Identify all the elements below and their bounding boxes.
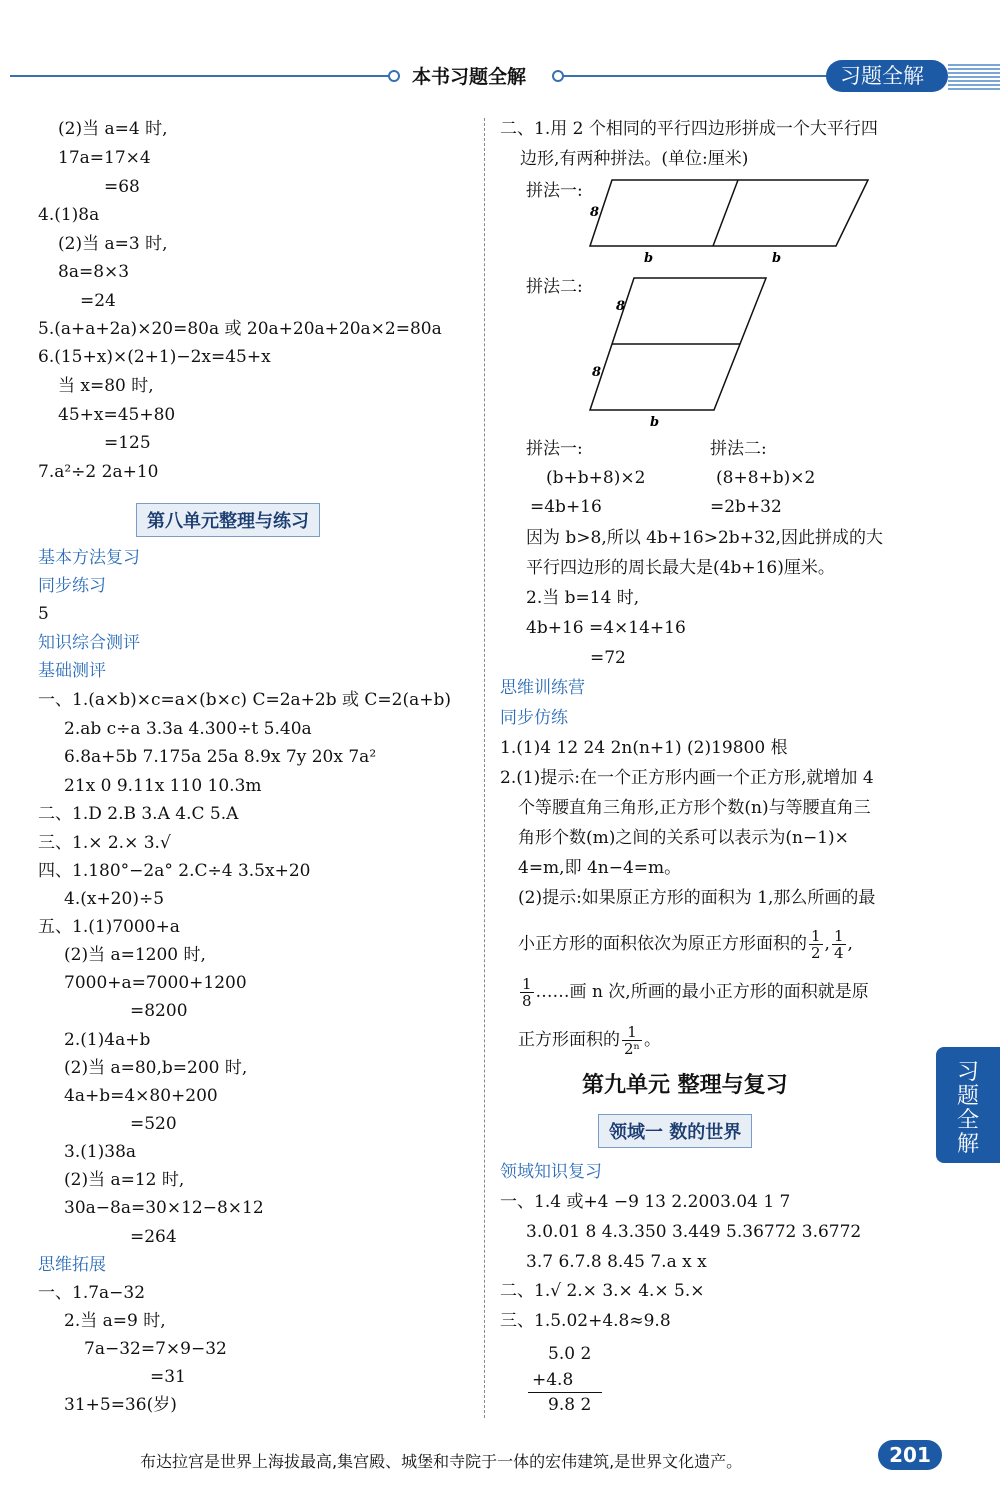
calc-rule [528,1392,602,1393]
section-heading: 基础测评 [38,661,106,681]
page-number: 201 [878,1440,942,1470]
method1-label: 拼法一: [526,181,583,201]
answer-line: 4b+16 =4×14+16 [526,618,686,638]
side-label: b [650,415,660,430]
numerator: 1 [622,1024,642,1041]
unit8-title: 第八单元整理与练习 [136,503,320,537]
method2-label: 拼法二: [710,439,767,459]
answer-line: 30a−8a=30×12−8×12 [64,1198,264,1218]
answer-line: =8200 [130,1001,188,1021]
side-label: 8 [590,205,600,220]
answer-line: =72 [590,648,626,668]
answer-line: 角形个数(m)之间的关系可以表示为(n−1)× [518,828,849,848]
side-label: 8 [592,365,602,380]
answer-line: 6.(15+x)×(2+1)−2x=45+x [38,347,271,367]
answer-line: =68 [104,177,140,197]
answer-line: 因为 b>8,所以 4b+16>2b+32,因此拼成的大 [526,528,883,548]
answer-line: 8a=8×3 [58,262,130,282]
answer-line: 2.(1)提示:在一个正方形内画一个正方形,就增加 4 [500,768,874,788]
answer-line: =520 [130,1114,177,1134]
answer-line: 1.(1)4 12 24 2n(n+1) (2)19800 根 [500,738,788,758]
answer-line: 5.(a+a+2a)×20=80a 或 20a+20a+20a×2=80a [38,319,442,339]
side-tab-char: 习 [956,1060,979,1085]
answer-line: 4a+b=4×80+200 [64,1086,218,1106]
side-tab-char: 解 [956,1132,979,1157]
answer-line: (2)当 a=80,b=200 时, [64,1058,248,1078]
answer-line: =125 [104,433,151,453]
answer-line: 3.7 6.7.8 8.45 7.a x x [526,1252,707,1272]
answer-line: 31+5=36(岁) [64,1395,177,1415]
answer-line: (2)当 a=1200 时, [64,945,206,965]
answer-line: 2.(1)4a+b [64,1030,151,1050]
answer-line: 21x 0 9.11x 110 10.3m [64,776,262,796]
denominator: 2 [811,944,821,962]
numerator: 1 [811,927,821,945]
answer-line: 6.8a+5b 7.175a 25a 8.9x 7y 20x 7a² [64,747,377,767]
header-rule-right [562,75,828,77]
answer-line: 4.(1)8a [38,205,100,225]
answer-line: 7000+a=7000+1200 [64,973,247,993]
answer-line: 2.当 a=9 时, [64,1311,166,1331]
header-badge: 习题全解 [826,60,948,92]
header-title: 本书习题全解 [412,66,527,88]
text-span: 正方形面积的 [518,1030,620,1050]
answer-line: 7a−32=7×9−32 [84,1339,227,1359]
side-label: b [644,251,654,266]
text-span: ……画 n 次,所画的最小正方形的面积就是原 [535,982,869,1002]
header-dot-left [388,70,400,82]
answer-line: 三、1.5.02+4.8≈9.8 [500,1311,671,1331]
fraction-line-2 [518,976,869,1009]
answer-line: 4.(x+20)÷5 [64,889,165,909]
method2-expression: (8+8+b)×2 [716,468,816,488]
answer-line: 四、1.180°−2a° 2.C÷4 3.5x+20 [38,861,311,881]
denominator: 4 [833,944,844,962]
domain1-title: 领域一 数的世界 [598,1114,752,1148]
answer-line: 三、1.× 2.× 3.√ [38,833,171,853]
vertical-calc-row: 9.8 2 [548,1395,592,1415]
header-rule-left [10,75,390,77]
answer-line: 5 [38,604,49,624]
answer-line: 平行四边形的周长最大是(4b+16)厘米。 [526,558,835,578]
vertical-calc-row: 5.0 2 [548,1344,592,1364]
denominator: 2ⁿ [624,1040,641,1058]
answer-line: 45+x=45+80 [58,405,176,425]
section-heading: 知识综合测评 [38,633,140,653]
side-tab-char: 题 [956,1084,979,1109]
answer-line: =31 [150,1367,186,1387]
method1-expression: (b+b+8)×2 [546,468,646,488]
header-stripes [948,64,1000,90]
parallelogram-figure-2 [584,272,784,432]
side-tab [936,1047,1000,1163]
fraction [622,1024,642,1057]
section-heading: 思维拓展 [38,1255,106,1275]
section-heading: 同步仿练 [500,708,568,728]
method2-label: 拼法二: [526,277,583,297]
answer-line: 一、1.(a×b)×c=a×(b×c) C=2a+2b 或 C=2(a+b) [38,690,451,710]
text-span: 。 [644,1030,662,1050]
section-heading: 基本方法复习 [38,548,140,568]
vertical-calc-row: +4.8 [532,1370,574,1390]
answer-line: 17a=17×4 [58,148,151,168]
answer-line: 4=m,即 4n−4=m。 [518,858,682,878]
section-heading: 同步练习 [38,576,106,596]
section-heading: 领域知识复习 [500,1162,602,1182]
section-heading: 思维训练营 [500,678,585,698]
answer-line: 二、1.D 2.B 3.A 4.C 5.A [38,804,239,824]
answer-line: 二、1.√ 2.× 3.× 4.× 5.× [500,1281,705,1301]
answer-line: 边形,有两种拼法。(单位:厘米) [520,149,749,169]
denominator: 8 [522,992,532,1010]
answer-line: 一、1.7a−32 [38,1283,146,1303]
numerator: 1 [833,927,844,945]
side-label: b [772,251,782,266]
fraction [809,928,823,961]
footer-note: 布达拉宫是世界上海拔最高,集宫殿、城堡和寺院于一体的宏伟建筑,是世界文化遗产。 [140,1452,743,1471]
answer-line: =24 [80,291,116,311]
method1-label: 拼法一: [526,439,583,459]
text-span: 小正方形的面积依次为原正方形面积的 [518,934,807,954]
fraction-line-1: 小正方形的面积依次为原正方形面积的 $\frac{1}{2}$ , $\frac{1}{4}$ , [518,927,853,962]
answer-line: 3.(1)38a [64,1142,137,1162]
side-tab-char: 全 [956,1108,979,1133]
method2-result: =2b+32 [710,497,782,517]
answer-line: (2)当 a=3 时, [58,234,168,254]
answer-line: (2)当 a=12 时, [64,1170,185,1190]
text-span: , [847,934,853,954]
fraction [520,976,534,1009]
answer-line: 一、1.4 或+4 −9 13 2.2003.04 1 7 [500,1192,791,1212]
numerator: 1 [522,975,532,993]
answer-line: 3.0.01 8 4.3.350 3.449 5.36772 3.6772 [526,1222,862,1242]
fraction-line-3 [518,1024,661,1057]
answer-line: 7.a²÷2 2a+10 [38,462,159,482]
answer-line: 2.当 b=14 时, [526,588,640,608]
column-divider [484,118,486,1418]
unit9-title: 第九单元 整理与复习 [582,1073,788,1098]
answer-line: (2)提示:如果原正方形的面积为 1,那么所画的最 [518,888,876,908]
method1-result: =4b+16 [530,497,602,517]
side-label: 8 [616,299,626,314]
answer-line: 五、1.(1)7000+a [38,917,180,937]
answer-line: 个等腰直角三角形,正方形个数(n)与等腰直角三 [518,798,871,818]
answer-line: =264 [130,1227,177,1247]
answer-line: (2)当 a=4 时, [58,119,168,139]
answer-line: 2.ab c÷a 3.3a 4.300÷t 5.40a [64,719,312,739]
answer-line: 二、1.用 2 个相同的平行四边形拼成一个大平行四 [500,119,878,139]
parallelogram-figure-1 [580,176,880,266]
fraction [832,928,846,961]
answer-line: 当 x=80 时, [58,376,154,396]
